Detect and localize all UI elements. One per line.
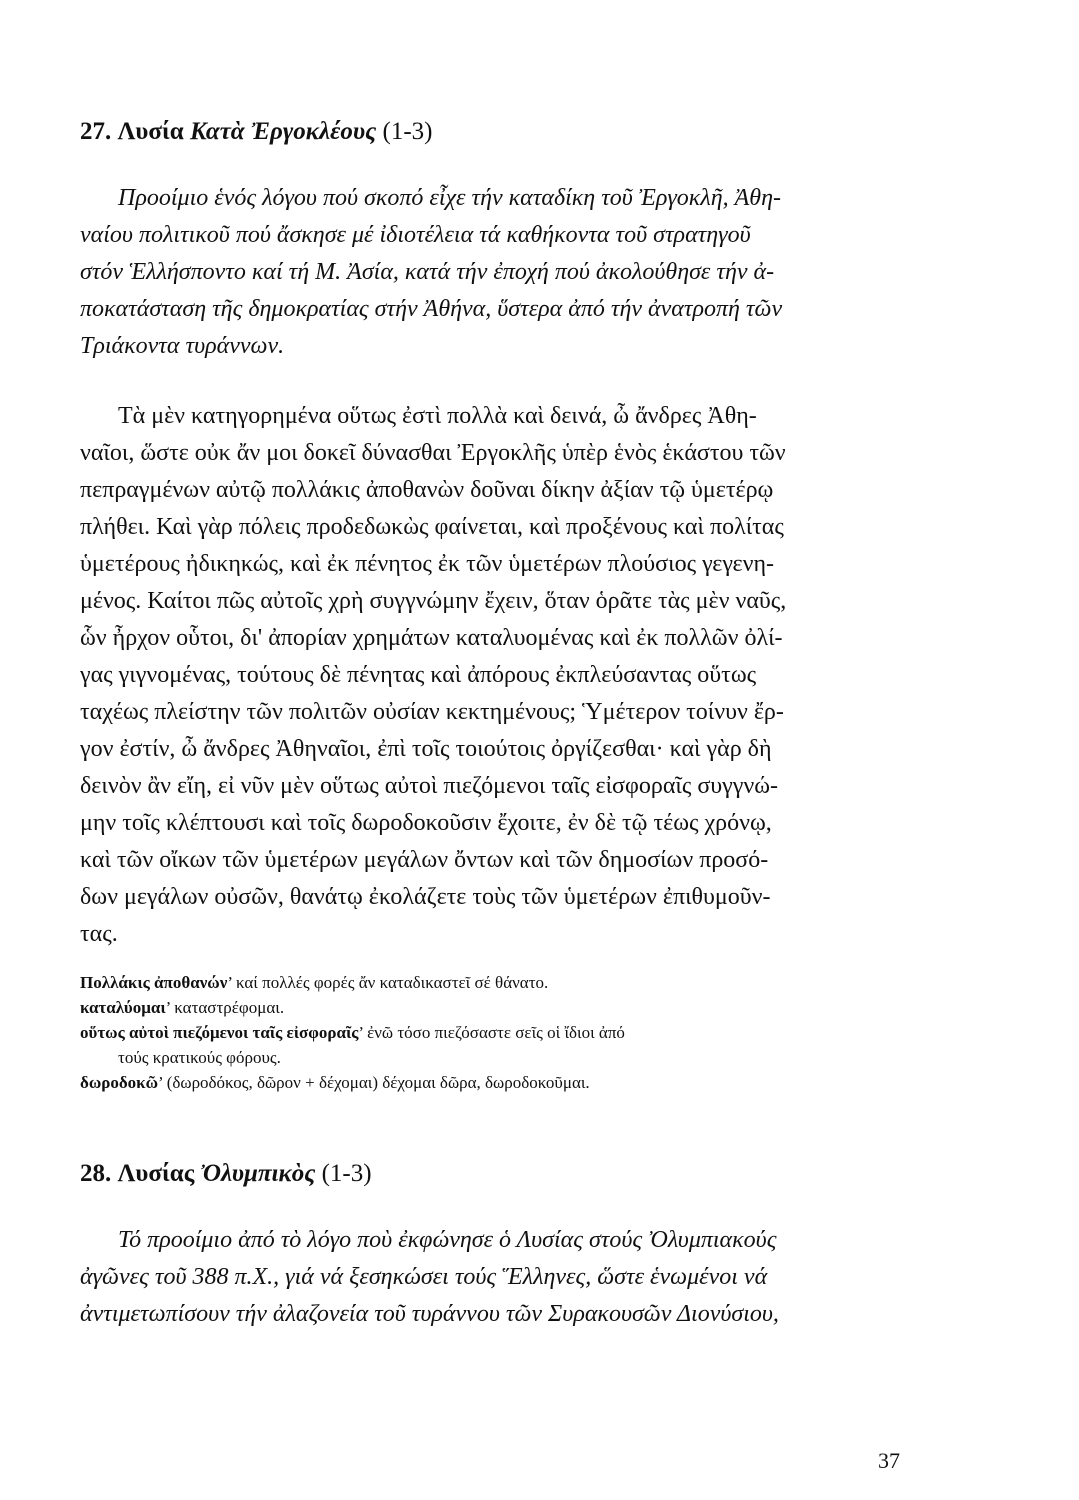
text-line: γον ἐστίν, ὦ ἄνδρες Ἀθηναῖοι, ἐπὶ τοῖς τοιούτοις ὀργίζεσθαι· καὶ γὰρ δὴ [80, 736, 772, 762]
text-line: γας γιγνομένας, τούτους δὲ πένητας καὶ ἀπόρους ἐκπλεύσαντας οὕτως [80, 662, 757, 688]
section-28-heading [80, 1160, 372, 1188]
intro-line: ναίου πολιτικοῦ πού ἄσκησε μέ ἰδιοτέλεια τά καθήκοντα τοῦ στρατηγοῦ [80, 222, 751, 248]
glossary-continuation: τούς κρατικούς φόρους. [118, 1048, 281, 1067]
intro-line: Τριάκοντα τυράννων. [80, 333, 285, 359]
text-line: δεινὸν ἂν εἴη, εἰ νῦν μὲν οὕτως αὐτοὶ πιεζόμενοι ταῖς εἰσφοραῖς συγγνώ- [80, 773, 779, 799]
text-line: δων μεγάλων οὐσῶν, θανάτῳ ἐκολάζετε τοὺς τῶν ὑμετέρων ἐπιθυμοῦν- [80, 884, 771, 910]
intro-line: ποκατάσταση τῆς δημοκρατίας στήν Ἀθήνα, ὕστερα ἀπό τήν ἀνατροπή τῶν [80, 296, 783, 322]
text-line: ναῖοι, ὥστε οὐκ ἄν μοι δοκεῖ δύνασθαι Ἐργοκλῆς ὑπὲρ ἑνὸς ἑκάστου τῶν [80, 440, 786, 466]
glossary-entry: δωροδοκῶ’ (δωροδόκος, δῶρον + δέχομαι) δέχομαι δῶρα, δωροδοκοῦμαι. [80, 1073, 590, 1092]
section-range: (1-3) [321, 1160, 372, 1187]
section-range: (1-3) [382, 118, 433, 145]
intro-line: ἀγῶνες τοῦ 388 π.Χ., γιά νά ξεσηκώσει τούς Ἕλληνες, ὥστε ἑνωμένοι νά [80, 1264, 768, 1290]
glossary-entry: καταλύομαι’ καταστρέφομαι. [80, 998, 285, 1017]
glossary-entry: οὕτως αὐτοὶ πιεζόμενοι ταῖς εἰσφοραῖς’ ἐνῶ τόσο πιεζόσαστε σεῖς οἱ ἴδιοι ἀπό [80, 1023, 625, 1042]
glossary-term: δωροδοκῶ [80, 1073, 159, 1092]
text-line: Τὰ μὲν κατηγορημένα οὕτως ἐστὶ πολλὰ καὶ δεινά, ὦ ἄνδρες Ἀθη- [118, 403, 757, 429]
text-line: πλήθει. Καὶ γὰρ πόλεις προδεδωκὼς φαίνεται, καὶ προξένους καὶ πολίτας [80, 514, 784, 540]
section-27-heading [80, 118, 432, 146]
section-work-title: Ὀλυμπικὸς [200, 1160, 316, 1187]
section-number: 28. [80, 1160, 112, 1187]
section-number: 27. [80, 118, 112, 145]
text-line: μένος. Καίτοι πῶς αὐτοῖς χρὴ συγγνώμην ἔχειν, ὅταν ὁρᾶτε τὰς μὲν ναῦς, [80, 588, 787, 614]
text-line: καὶ τῶν οἴκων τῶν ὑμετέρων μεγάλων ὄντων καὶ τῶν δημοσίων προσό- [80, 847, 769, 873]
glossary-term: Πολλάκις ἀποθανών [80, 973, 228, 992]
glossary-definition: καί πολλές φορές ἄν καταδικαστεῖ σέ θάνατο. [235, 973, 549, 992]
text-line: τας. [80, 921, 118, 947]
section-author: Λυσία [117, 118, 184, 145]
glossary-term: καταλύομαι [80, 998, 166, 1017]
glossary-definition: ἐνῶ τόσο πιεζόσαστε σεῖς οἱ ἴδιοι ἀπό [367, 1023, 625, 1042]
glossary-definition: καταστρέφομαι. [174, 998, 285, 1017]
text-line: ταχέως πλείστην τῶν πολιτῶν οὐσίαν κεκτημένους; Ὑμέτερον τοίνυν ἔρ- [80, 699, 784, 725]
text-line: ὑμετέρους ἠδικηκώς, καὶ ἐκ πένητος ἐκ τῶν ὑμετέρων πλούσιος γεγενη- [80, 551, 775, 577]
page-number: 37 [878, 1448, 900, 1473]
intro-line: ἀντιμετωπίσουν τήν ἀλαζονεία τοῦ τυράννου τῶν Συρακουσῶν Διονύσιου, [80, 1301, 779, 1327]
glossary-entry: Πολλάκις ἀποθανών’ καί πολλές φορές ἄν καταδικαστεῖ σέ θάνατο. [80, 973, 549, 992]
text-line: ὧν ἦρχον οὗτοι, δι' ἀπορίαν χρημάτων καταλυομένας καὶ ἐκ πολλῶν ὀλί- [80, 625, 783, 651]
glossary-definition: (δωροδόκος, δῶρον + δέχομαι) δέχομαι δῶρα, δωροδοκοῦμαι. [166, 1073, 590, 1092]
section-author: Λυσίας [117, 1160, 195, 1187]
glossary-term: οὕτως αὐτοὶ πιεζόμενοι ταῖς εἰσφοραῖς [80, 1023, 359, 1042]
intro-line: Προοίμιο ἑνός λόγου πού σκοπό εἶχε τήν καταδίκη τοῦ Ἐργοκλῆ, Ἀθη- [118, 185, 781, 211]
intro-line: Τό προοίμιο ἀπό τὸ λόγο ποὺ ἐκφώνησε ὁ Λυσίας στούς Ὀλυμπιακούς [118, 1227, 777, 1253]
section-work-title: Κατὰ Ἐργοκλέους [189, 118, 377, 145]
text-line: μην τοῖς κλέπτουσι καὶ τοῖς δωροδοκοῦσιν ἔχοιτε, ἐν δὲ τῷ τέως χρόνῳ, [80, 810, 772, 836]
text-line: πεπραγμένων αὐτῷ πολλάκις ἀποθανὼν δοῦναι δίκην ἀξίαν τῷ ὑμετέρῳ [80, 477, 774, 503]
intro-line: στόν Ἑλλήσποντο καί τή Μ. Ἀσία, κατά τήν ἐποχή πού ἀκολούθησε τήν ἀ- [80, 259, 775, 285]
